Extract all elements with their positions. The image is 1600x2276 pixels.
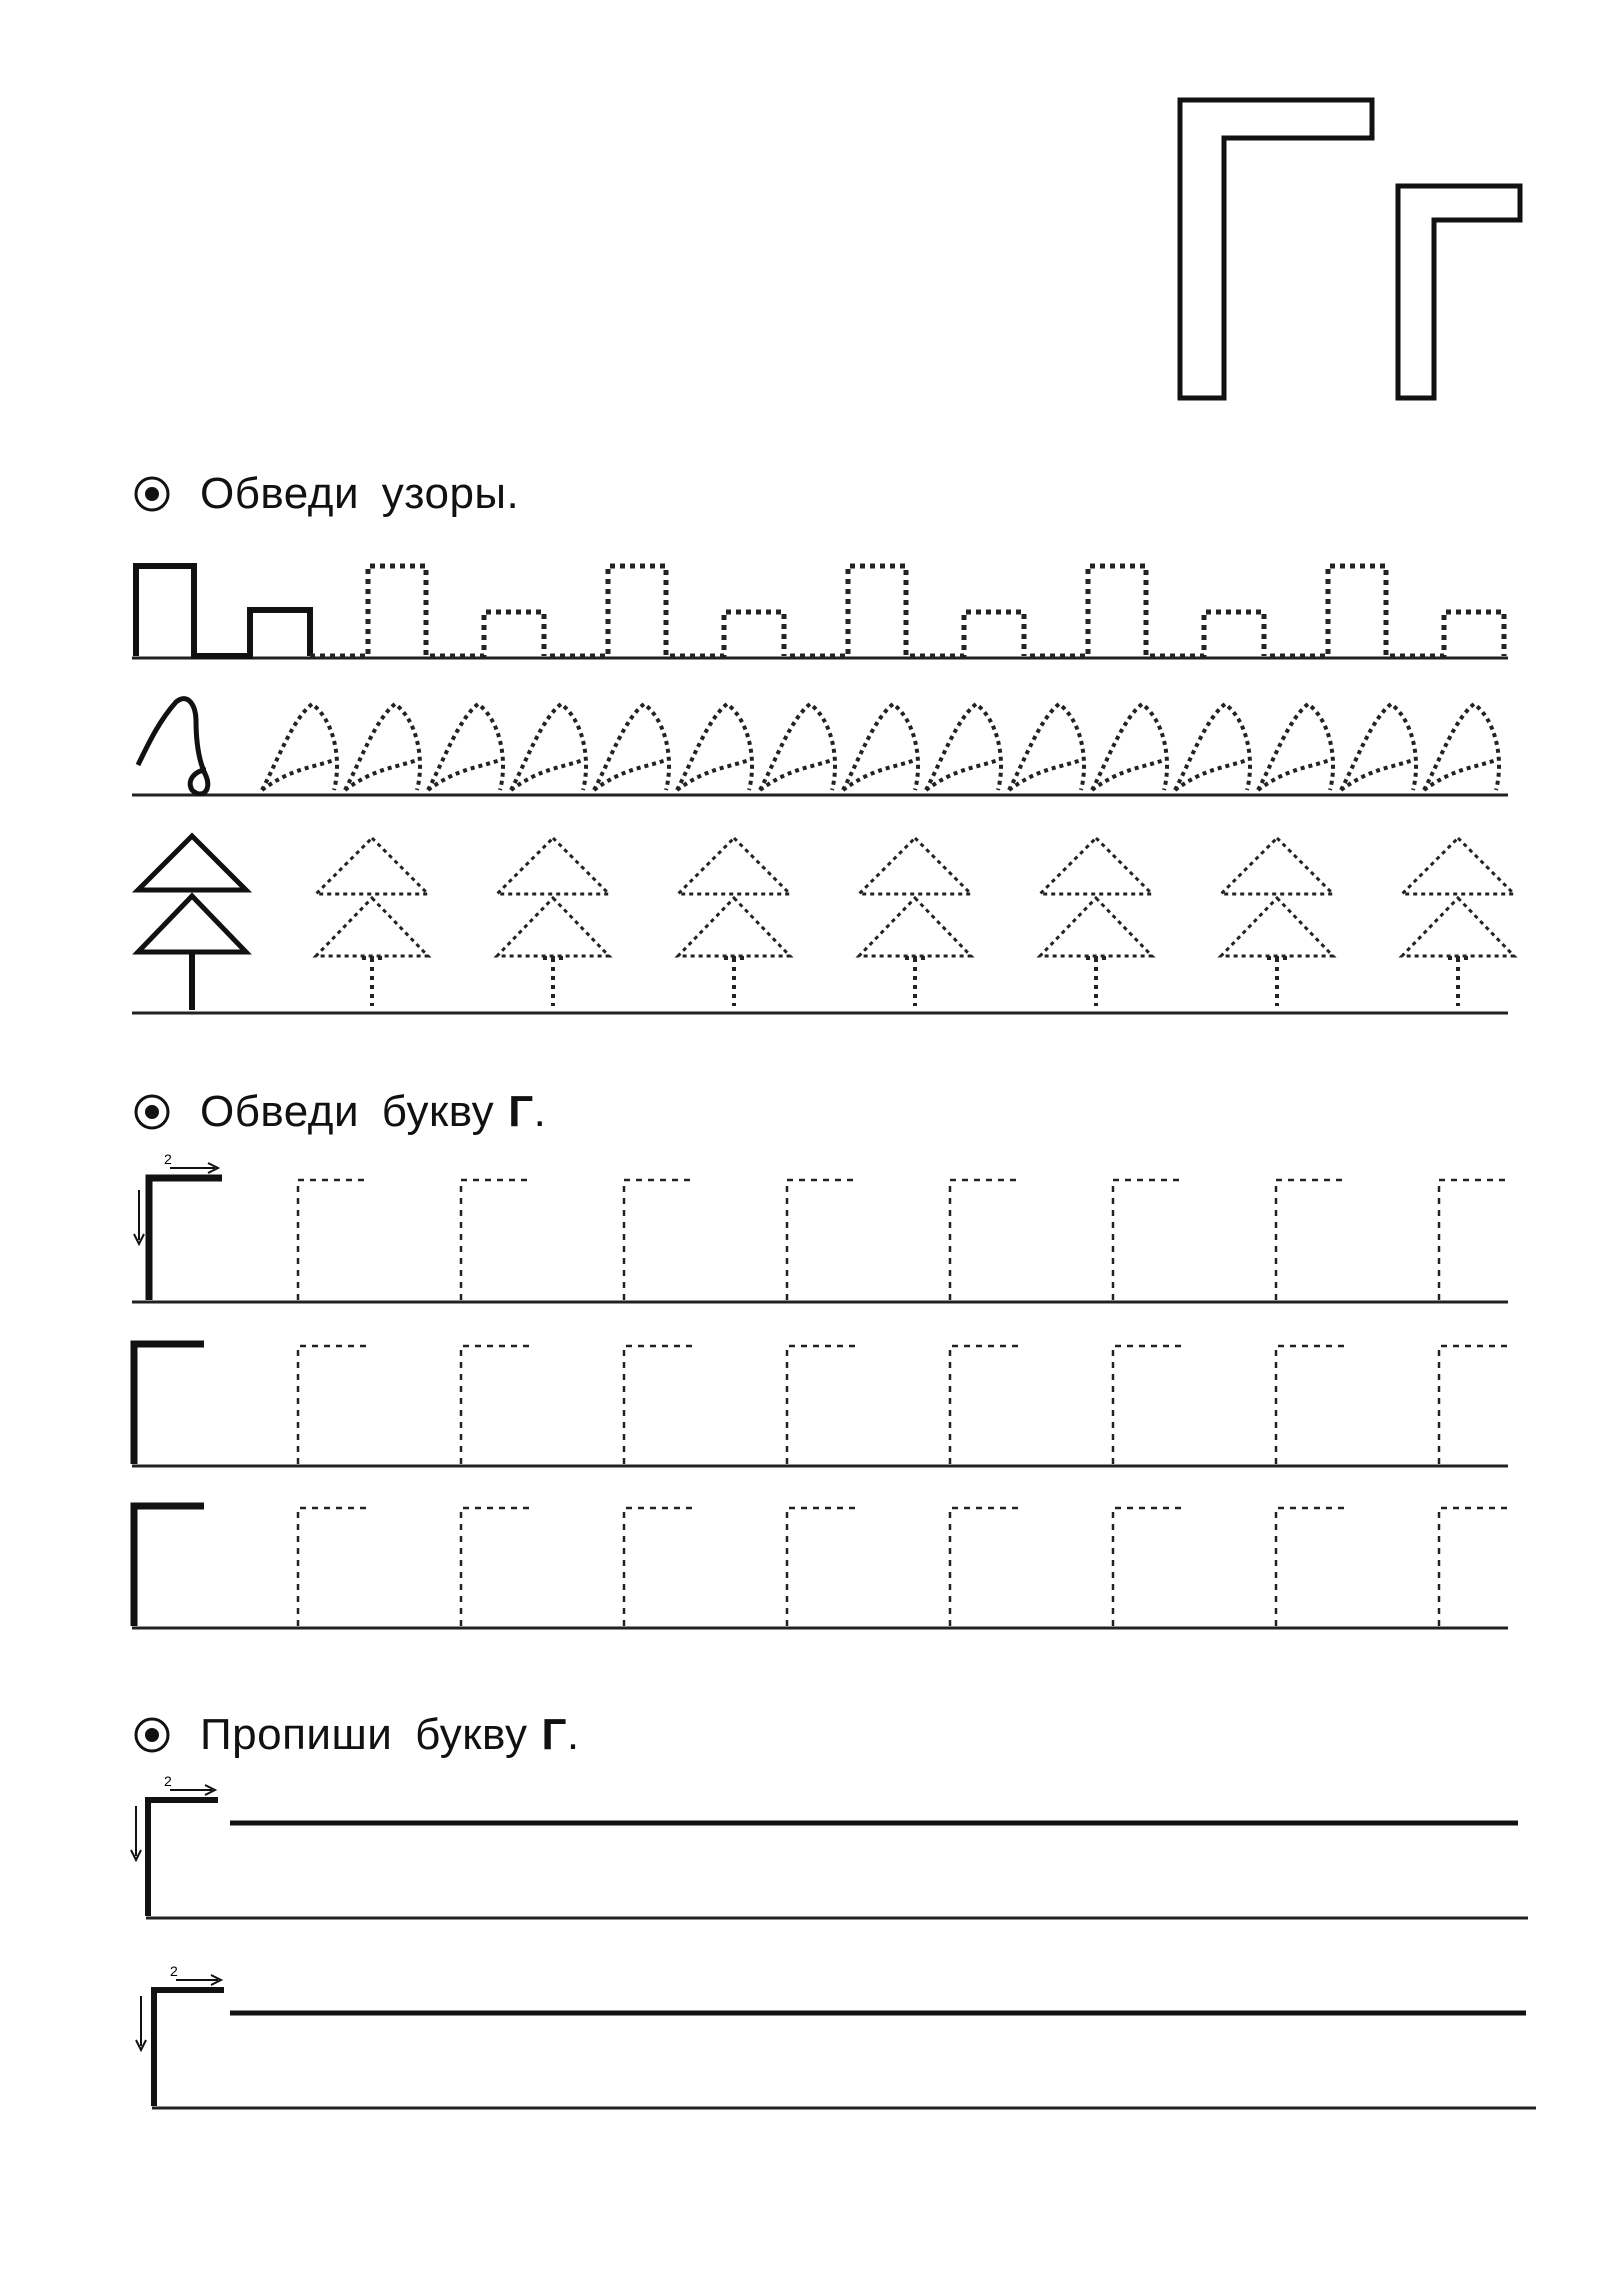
dashed-letter-g — [298, 1346, 370, 1464]
stroke-order-mark-2: 2 — [164, 1151, 172, 1167]
dashed-wave-pattern — [926, 704, 1001, 790]
dashed-letter-g — [461, 1180, 533, 1300]
dashed-letter-g — [1439, 1346, 1511, 1464]
section-title: Обведи узоры. — [200, 469, 520, 518]
dashed-wave-pattern — [760, 704, 835, 790]
dashed-tree — [316, 838, 428, 1006]
flower-icon — [132, 1715, 172, 1755]
dashed-wave-pattern — [345, 704, 420, 790]
stroke-order-mark-2c: 2 — [170, 1963, 178, 1979]
pattern-row-waves — [132, 699, 1508, 795]
dashed-wave-pattern — [677, 704, 752, 790]
stroke-order-mark-2b: 2 — [164, 1773, 172, 1789]
dashed-letter-g — [787, 1508, 859, 1626]
small-letter-g-outline-icon — [1398, 186, 1520, 398]
flower-icon — [132, 474, 172, 514]
dashed-letter-g — [950, 1346, 1022, 1464]
dashed-wave-pattern — [1092, 704, 1167, 790]
dashed-tree — [859, 838, 971, 1006]
section-letter: Г — [541, 1710, 567, 1759]
dashed-square-pattern — [310, 566, 544, 656]
dashed-letter-g — [298, 1508, 370, 1626]
dashed-letter-g — [298, 1180, 370, 1300]
heading-write-letter: Пропиши букву Г . — [132, 1705, 580, 1765]
trace-letter-rows — [132, 1151, 1511, 1628]
dashed-wave-pattern — [262, 704, 337, 790]
dashed-tree — [678, 838, 790, 1006]
dashed-wave-pattern — [843, 704, 918, 790]
dashed-tree — [1040, 838, 1152, 1006]
section-title: Пропиши букву — [200, 1710, 528, 1759]
dashed-wave-pattern — [511, 704, 586, 790]
pattern-row-squares — [132, 566, 1508, 658]
dashed-letter-g — [1276, 1346, 1348, 1464]
dashed-square-pattern — [550, 566, 784, 656]
big-letter-g-outline-icon — [1180, 100, 1372, 398]
dashed-letter-g — [1439, 1508, 1511, 1626]
dashed-letter-g — [624, 1508, 696, 1626]
tree-solid — [138, 836, 246, 1010]
section-title: Обведи букву — [200, 1087, 495, 1136]
dashed-letter-g — [950, 1508, 1022, 1626]
dashed-letter-g — [624, 1346, 696, 1464]
dashed-letter-g — [461, 1346, 533, 1464]
flower-icon — [132, 1092, 172, 1132]
dashed-wave-pattern — [428, 704, 503, 790]
dashed-letter-g — [950, 1180, 1022, 1300]
dashed-letter-g — [1113, 1180, 1185, 1300]
dashed-wave-pattern — [594, 704, 669, 790]
dashed-wave-pattern — [1258, 704, 1333, 790]
dashed-wave-pattern — [1175, 704, 1250, 790]
section-letter: Г — [508, 1087, 534, 1136]
dashed-letter-g — [787, 1180, 859, 1300]
dashed-letter-g — [1113, 1346, 1185, 1464]
dashed-tree — [1221, 838, 1333, 1006]
dashed-tree — [497, 838, 609, 1006]
heading-trace-patterns — [132, 464, 519, 524]
dashed-square-pattern — [1270, 566, 1504, 656]
dashed-letter-g — [624, 1180, 696, 1300]
write-letter-rows — [131, 1773, 1536, 2108]
pattern-row-trees — [132, 836, 1514, 1013]
dashed-square-pattern — [1030, 566, 1264, 656]
dashed-letter-g — [1276, 1508, 1348, 1626]
dashed-letter-g — [1276, 1180, 1348, 1300]
dashed-tree — [1402, 838, 1514, 1006]
dashed-square-pattern — [790, 566, 1024, 656]
dashed-letter-g — [1113, 1508, 1185, 1626]
letter-g-solid — [134, 1178, 222, 1626]
dashed-wave-pattern — [1424, 704, 1499, 790]
dashed-letter-g — [787, 1346, 859, 1464]
dashed-wave-pattern — [1341, 704, 1416, 790]
dashed-letter-g — [1439, 1180, 1511, 1300]
heading-trace-letter: Обведи букву Г . — [132, 1082, 546, 1142]
dashed-letter-g — [461, 1508, 533, 1626]
dashed-wave-pattern — [1009, 704, 1084, 790]
